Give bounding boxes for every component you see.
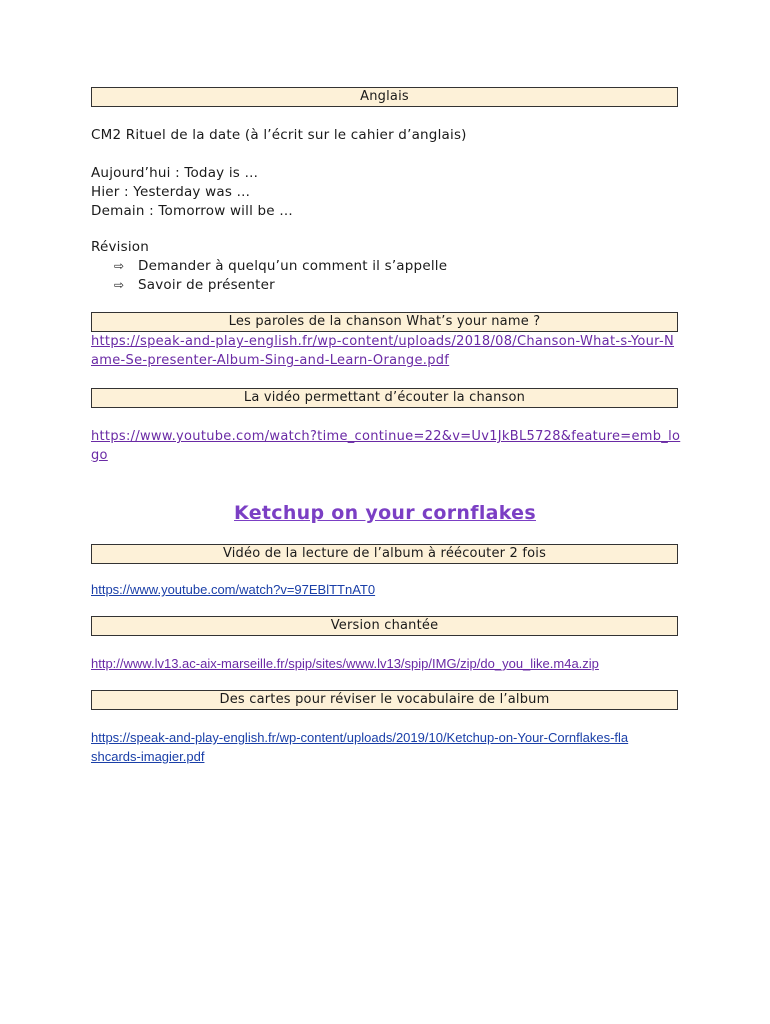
revision-item (114, 257, 447, 276)
right-arrow-outline-icon: ⇨ (114, 278, 125, 292)
revision-item-text: Savoir de présenter (138, 277, 275, 293)
date-line-tomorrow: Demain : Tomorrow will be … (91, 203, 293, 219)
box-lyrics: Les paroles de la chanson What’s your name ? (91, 312, 678, 332)
date-line-today: Aujourd’hui : Today is … (91, 165, 259, 181)
section-title: Ketchup on your cornflakes (234, 502, 536, 524)
link-flashcards-pdf[interactable]: https://speak-and-play-english.fr/wp-content/uploads/2019/10/Ketchup-on-Your-Cornflakes-flashcards-imagier.pdf (91, 730, 629, 764)
link-lyrics-pdf[interactable]: https://speak-and-play-english.fr/wp-content/uploads/2018/08/Chanson-What-s-Your-Name-Se-presenter-Album-Sing-and-Learn-Orange.pdf (91, 334, 674, 368)
link-sung-zip[interactable]: http://www.lv13.ac-aix-marseille.fr/spip/sites/www.lv13/spip/IMG/zip/do_you_like.m4a.zip (91, 656, 599, 671)
link-reading-youtube[interactable]: https://www.youtube.com/watch?v=97EBlTTnAT0 (91, 582, 376, 597)
box-flashcards: Des cartes pour réviser le vocabulaire de l’album (91, 690, 678, 710)
box-reading-video: Vidéo de la lecture de l’album à réécouter 2 fois (91, 544, 678, 564)
right-arrow-outline-icon: ⇨ (114, 259, 125, 273)
box-video: La vidéo permettant d’écouter la chanson (91, 388, 678, 408)
intro-line: CM2 Rituel de la date (à l’écrit sur le cahier d’anglais) (91, 127, 467, 143)
link-video-youtube[interactable]: https://www.youtube.com/watch?time_continue=22&v=Uv1JkBL5728&feature=emb_logo (91, 429, 681, 463)
date-line-yesterday: Hier : Yesterday was … (91, 184, 251, 200)
header-box-anglais: Anglais (91, 87, 678, 107)
revision-item-text: Demander à quelqu’un comment il s’appelle (138, 258, 448, 274)
revision-item (114, 276, 275, 295)
revision-label: Révision (91, 239, 150, 255)
box-sung-version: Version chantée (91, 616, 678, 636)
